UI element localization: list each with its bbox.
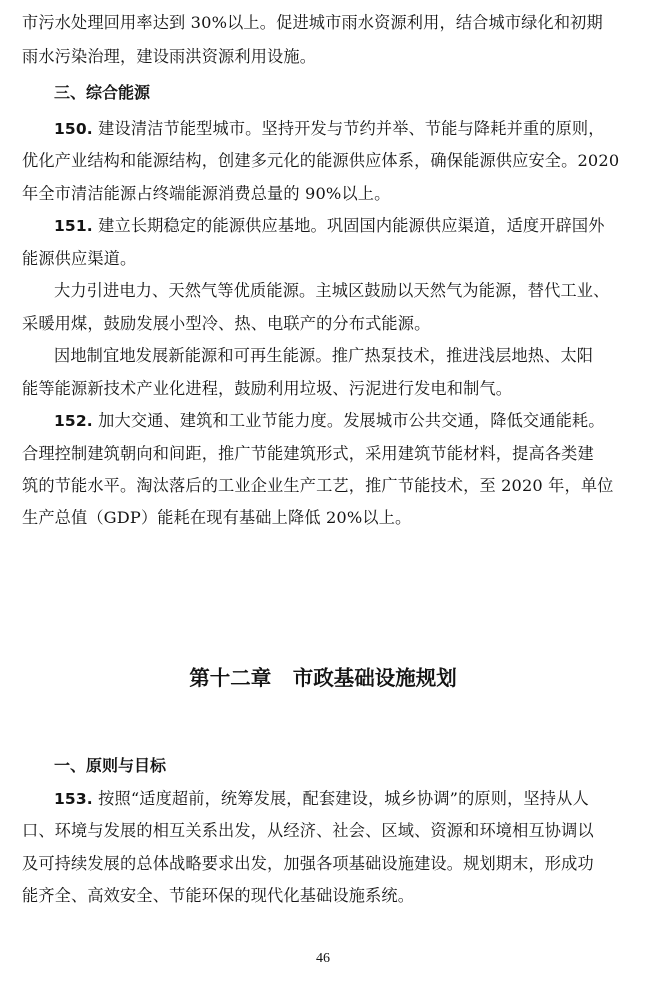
- chapter-title: 第十二章 市政基础设施规划: [189, 666, 457, 690]
- item-150-line-3: 年全市清洁能源占终端能源消费总量的 90%以上。: [22, 184, 391, 203]
- paragraph-renewable-line-2: 能等能源新技术产业化进程，鼓励利用垃圾、污泥进行发电和制气。: [22, 379, 513, 398]
- item-153-text: 按照“适度超前，统筹发展，配套建设，城乡协调”的原则，坚持从人: [92, 789, 589, 808]
- paragraph-renewable-line-1: 因地制宜地发展新能源和可再生能源。推广热泵技术，推进浅层地热、太阳: [54, 346, 594, 365]
- item-150-line-2: 优化产业结构和能源结构，创建多元化的能源供应体系，确保能源供应安全。2020: [22, 151, 620, 170]
- item-151-first-line: [54, 215, 605, 237]
- item-151-line-2: 能源供应渠道。: [22, 249, 137, 268]
- item-152-first-line: [54, 410, 605, 432]
- item-151-text: 建立长期稳定的能源供应基地。巩固国内能源供应渠道，适度开辟国外: [92, 216, 605, 235]
- page-number: 46: [316, 951, 330, 966]
- item-152-line-2: 合理控制建筑朝向和间距，推广节能建筑形式，采用建筑节能材料，提高各类建: [22, 444, 594, 463]
- section-heading-energy: 三、综合能源: [54, 83, 151, 102]
- paragraph-gas-line-1: 大力引进电力、天然气等优质能源。主城区鼓励以天然气为能源，替代工业、: [54, 281, 610, 300]
- item-153-line-2: 口、环境与发展的相互关系出发，从经济、社会、区域、资源和环境相互协调以: [22, 821, 594, 840]
- item-153-line-4: 能齐全、高效安全、节能环保的现代化基础设施系统。: [22, 886, 415, 905]
- section-heading-principles: 一、原则与目标: [54, 756, 167, 775]
- intro-line-2: 雨水污染治理，建设雨洪资源利用设施。: [22, 47, 317, 66]
- item-150-number: 150.: [54, 120, 93, 138]
- item-153-number: 153.: [54, 790, 93, 808]
- intro-line-1: 市污水处理回用率达到 30%以上。促进城市雨水资源利用，结合城市绿化和初期: [22, 13, 603, 32]
- item-152-line-4: 生产总值（GDP）能耗在现有基础上降低 20%以上。: [22, 508, 412, 527]
- item-150-first-line: [54, 118, 605, 140]
- item-153-line-3: 及可持续发展的总体战略要求出发，加强各项基础设施建设。规划期末，形成功: [22, 854, 594, 873]
- item-153-first-line: [54, 788, 589, 810]
- item-151-number: 151.: [54, 217, 93, 235]
- paragraph-gas-line-2: 采暖用煤，鼓励发展小型冷、热、电联产的分布式能源。: [22, 314, 431, 333]
- item-152-text: 加大交通、建筑和工业节能力度。发展城市公共交通，降低交通能耗。: [92, 411, 605, 430]
- item-150-text: 建设清洁节能型城市。坚持开发与节约并举、节能与降耗并重的原则，: [92, 119, 605, 138]
- item-152-number: 152.: [54, 412, 93, 430]
- item-152-line-3: 筑的节能水平。淘汰落后的工业企业生产工艺，推广节能技术，至 2020 年，单位: [22, 476, 614, 495]
